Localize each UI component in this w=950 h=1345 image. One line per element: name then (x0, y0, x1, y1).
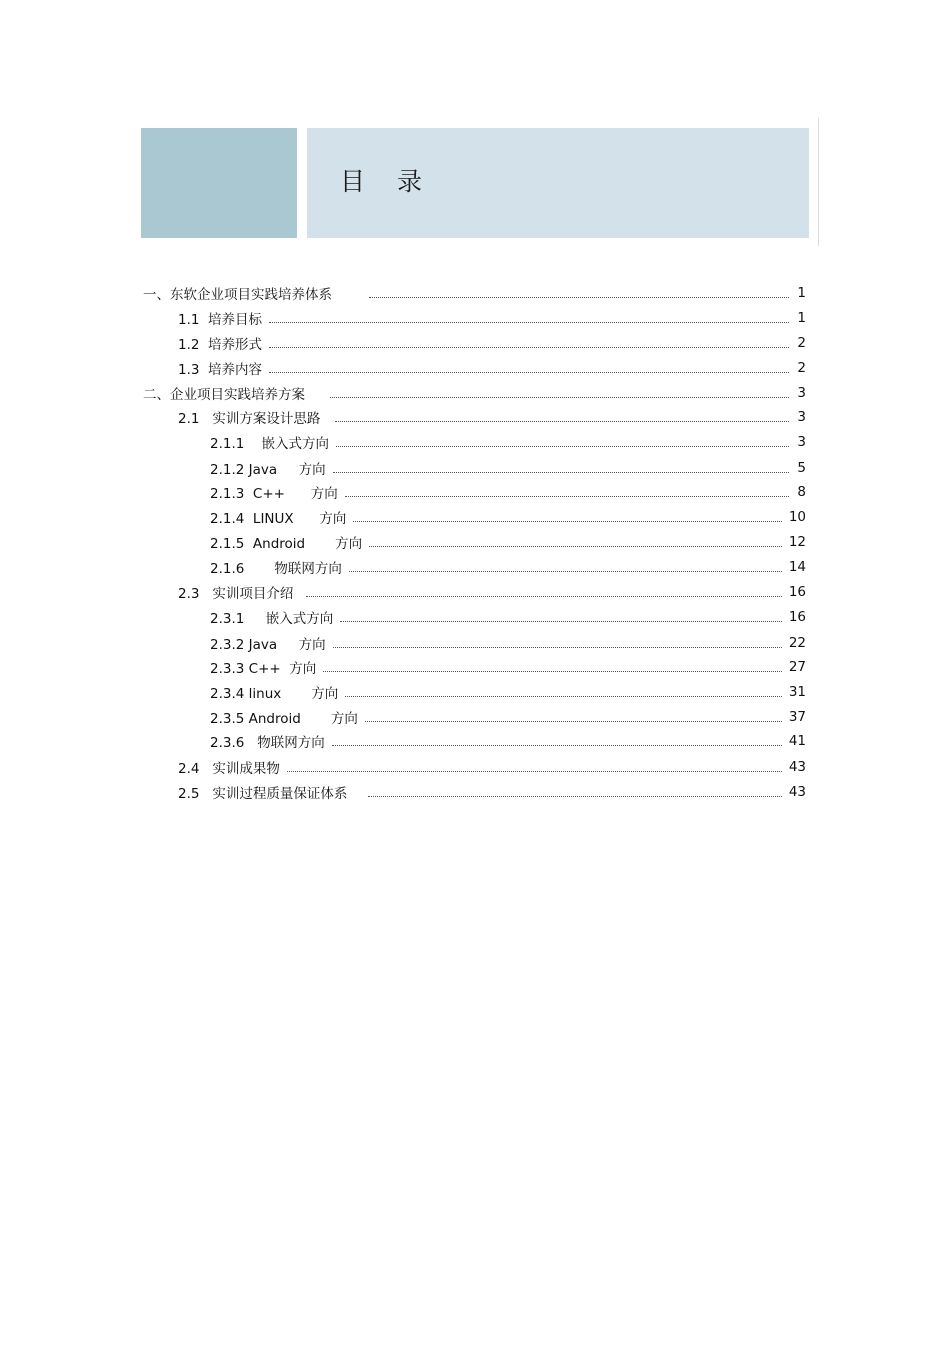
toc-entry-label: 2.3.5 Android 方向 (210, 710, 358, 727)
toc-entry-1-3[interactable] (178, 355, 806, 380)
toc-leader-dots (333, 472, 789, 473)
toc-leader-dots (365, 721, 782, 722)
toc-entry-label: 2.3 实训项目介绍 (178, 585, 294, 602)
toc-entry-label: 2.1.2 Java 方向 (210, 461, 326, 478)
toc-entry-label: 2.1 实训方案设计思路 (178, 410, 321, 427)
toc-entry-label: 2.1.5 Android 方向 (210, 535, 363, 552)
toc-entry-1-2[interactable] (178, 330, 806, 355)
toc-entry-page: 37 (788, 708, 806, 725)
toc-entry-2-1-6[interactable] (210, 554, 806, 579)
toc-entry-page: 16 (788, 583, 806, 600)
toc-entry-label: 2.3.2 Java 方向 (210, 636, 326, 653)
toc-entry-label: 一、东软企业项目实践培养体系 (143, 286, 332, 303)
toc-leader-dots (306, 596, 781, 597)
toc-entry-2-3-6[interactable] (210, 728, 806, 753)
toc-entry-1-1[interactable] (178, 305, 806, 330)
toc-entry-page: 2 (797, 334, 806, 351)
toc-entry-chapter-2[interactable] (143, 380, 806, 405)
toc-entry-label: 2.4 实训成果物 (178, 760, 280, 777)
toc-entry-page: 27 (788, 658, 806, 675)
toc-entry-2-4[interactable] (178, 754, 806, 779)
toc-leader-dots (269, 372, 789, 373)
toc-entry-chapter-1[interactable] (143, 280, 806, 305)
toc-entry-label: 2.3.1 嵌入式方向 (210, 610, 334, 627)
toc-entry-page: 1 (797, 309, 806, 326)
toc-entry-label: 2.3.3 C++ 方向 (210, 660, 317, 677)
toc-entry-page: 5 (797, 459, 806, 476)
toc-entry-label: 2.1.1 嵌入式方向 (210, 435, 330, 452)
toc-leader-dots (349, 571, 782, 572)
toc-leader-dots (345, 696, 782, 697)
toc-entry-2-3-4[interactable] (210, 679, 806, 704)
toc-entry-page: 43 (788, 758, 806, 775)
toc-entry-label: 2.3.4 linux 方向 (210, 685, 339, 702)
toc-entry-page: 31 (788, 683, 806, 700)
toc-entry-page: 43 (788, 783, 806, 800)
toc-entry-label: 2.1.6 物联网方向 (210, 560, 342, 577)
toc-entry-page: 3 (797, 408, 806, 425)
toc-entry-2-1-3[interactable] (210, 479, 806, 504)
toc-entry-page: 14 (788, 558, 806, 575)
toc-leader-dots (345, 496, 789, 497)
toc-entry-label: 2.1.4 LINUX 方向 (210, 510, 347, 527)
toc-entry-2-1-4[interactable] (210, 504, 806, 529)
page-title: 目 录 (340, 167, 434, 196)
toc-leader-dots (323, 671, 782, 672)
toc-entry-page: 16 (788, 608, 806, 625)
toc-leader-dots (368, 796, 781, 797)
toc-leader-dots (330, 397, 789, 398)
toc-entry-label: 1.2 培养形式 (178, 336, 263, 353)
toc-leader-dots (353, 521, 781, 522)
toc-entry-page: 2 (797, 359, 806, 376)
toc-entry-label: 2.5 实训过程质量保证体系 (178, 785, 348, 802)
toc-leader-dots (269, 347, 789, 348)
toc-leader-dots (336, 446, 789, 447)
toc-entry-2-1-2[interactable] (210, 455, 806, 480)
toc-entry-label: 1.1 培养目标 (178, 311, 263, 328)
toc-entry-2-3-1[interactable] (210, 604, 806, 629)
toc-entry-page: 8 (797, 483, 806, 500)
toc-leader-dots (369, 297, 789, 298)
toc-leader-dots (369, 546, 782, 547)
toc-leader-dots (335, 421, 789, 422)
header-divider (818, 118, 819, 246)
toc-entry-label: 2.3.6 物联网方向 (210, 734, 325, 751)
toc-entry-page: 3 (797, 384, 806, 401)
toc-entry-label: 2.1.3 C++ 方向 (210, 485, 338, 502)
toc-entry-2-1[interactable] (178, 404, 806, 429)
toc-entry-page: 10 (788, 508, 806, 525)
toc-leader-dots (333, 647, 782, 648)
toc-entry-page: 12 (788, 533, 806, 550)
toc-entry-label: 二、企业项目实践培养方案 (143, 386, 305, 403)
toc-entry-2-3-5[interactable] (210, 704, 806, 729)
toc-entry-2-1-5[interactable] (210, 529, 806, 554)
toc-leader-dots (332, 745, 782, 746)
toc-entry-label: 1.3 培养内容 (178, 361, 263, 378)
toc-entry-2-3-3[interactable] (210, 654, 806, 679)
toc-leader-dots (269, 322, 789, 323)
toc-leader-dots (340, 621, 782, 622)
toc-entry-2-3-2[interactable] (210, 630, 806, 655)
toc-entry-page: 3 (797, 433, 806, 450)
header-accent-block (141, 128, 297, 238)
toc-leader-dots (287, 771, 782, 772)
toc-entry-page: 22 (788, 634, 806, 651)
toc-entry-2-3[interactable] (178, 579, 806, 604)
toc-entry-2-1-1[interactable] (210, 429, 806, 454)
toc-entry-page: 1 (797, 284, 806, 301)
toc-entry-page: 41 (788, 732, 806, 749)
toc-entry-2-5[interactable] (178, 779, 806, 804)
